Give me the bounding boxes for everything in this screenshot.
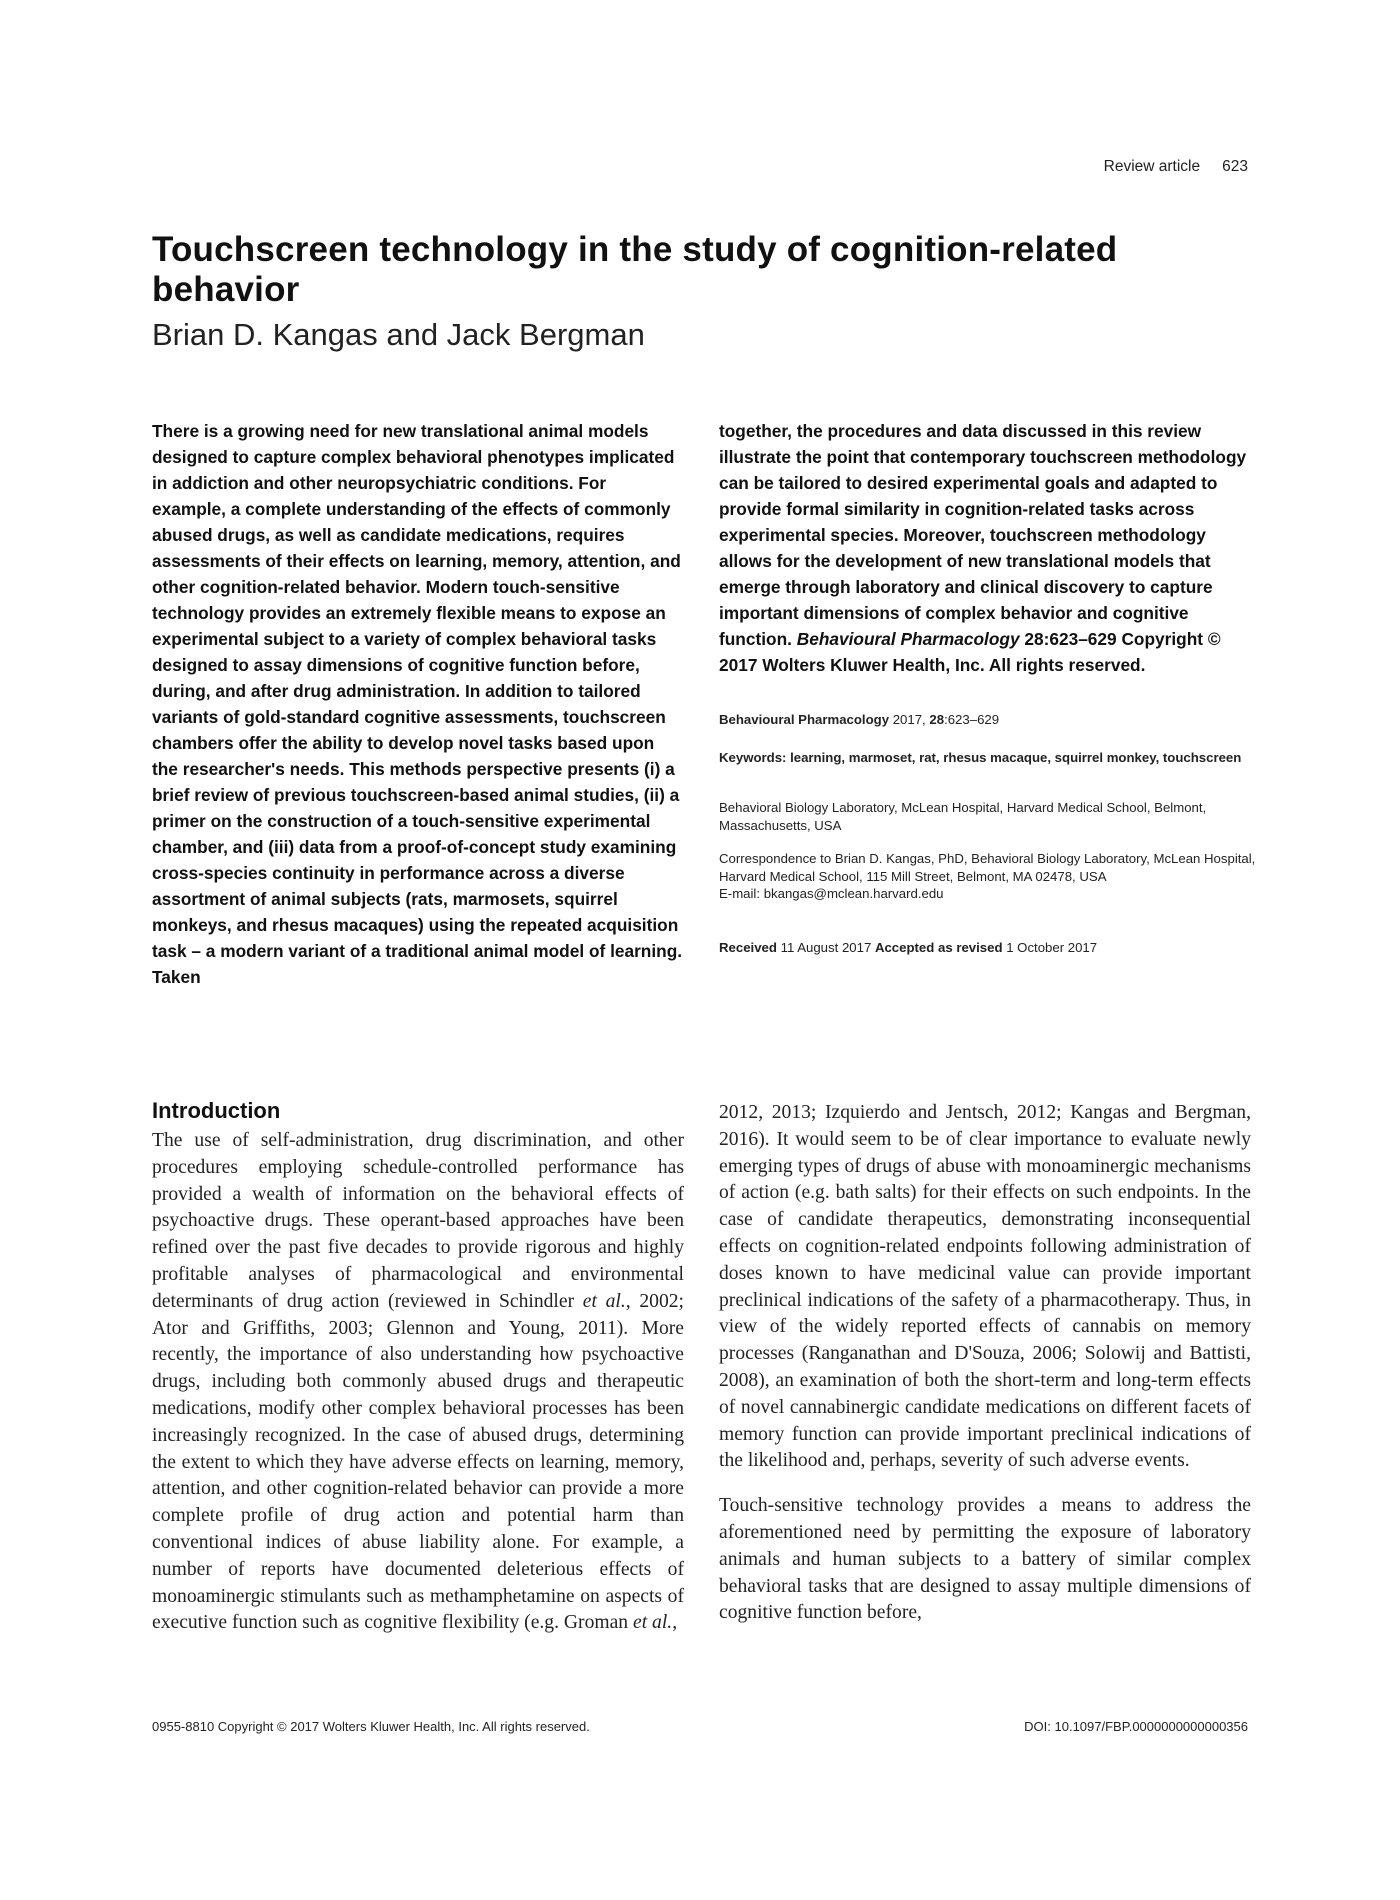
intro-paragraph-1-continued: 2012, 2013; Izquierdo and Jentsch, 2012; Kangas and Bergman, 2016). It would seem to be of clear importance to evaluate newly emerging types of drugs of abuse with monoaminergic mechanisms of action (e.g. bath salts) for their effects on such endpoints. In the case of candidate therapeutics, demonstrating inconsequential effects on cognition-related endpoints following administration of doses known to have medicinal value can provide important preclinical indications of the safety of a pharmacotherapy. Thus, in view of the widely reported effects of cannabis on memory processes (Ranganathan and D'Souza, 2006; Solowij and Battisti, 2008), an examination of both the short-term and long-term effects of novel cannabinergic candidate medications on different facets of memory function can provide important preclinical indications of the likelihood and, perhaps, severity of such adverse events. — [719, 1102, 1251, 1472]
journal-line-label: Behavioural Pharmacology — [719, 712, 890, 727]
et-al: et al. — [582, 1290, 626, 1312]
correspondence — [719, 850, 1259, 903]
copyright-footer: 0955-8810 Copyright © 2017 Wolters Kluwer Health, Inc. All rights reserved. — [152, 1719, 590, 1734]
intro-text: The use of self-administration, drug discrimination, and other procedures employing schedule-controlled performance has provided a wealth of information on the behavioral effects of psychoactive drugs. These operant-based approaches have been refined over the past five decades to provide rigorous and highly profitable analyses of pharmacological and environmental determinants of drug action (reviewed in Schindler — [152, 1130, 684, 1312]
abstract-right-column — [719, 418, 1251, 678]
body-right-column — [719, 1100, 1251, 1627]
intro-paragraph-2: Touch-sensitive technology provides a means to address the aforementioned need by permitting the exposure of laboratory animals and human subjects to a battery of similar complex behavioral tasks that are designed to assay multiple dimensions of cognitive function before, — [719, 1495, 1251, 1624]
abstract-journal-name: Behavioural Pharmacology — [796, 629, 1020, 649]
introduction-heading: Introduction — [152, 1098, 281, 1123]
running-header — [152, 158, 1248, 176]
article-authors: Brian D. Kangas and Jack Bergman — [152, 317, 645, 352]
accepted-label: Accepted as revised — [874, 940, 1003, 955]
abstract-left-column: There is a growing need for new translational animal models designed to capture complex behavioral phenotypes implicated in addiction and other neuropsychiatric conditions. For example, a complete understanding of the effects of commonly abused drugs, as well as candidate medications, requires assessments of their effects on learning, memory, attention, and other cognition-related behavior. Modern touch-sensitive technology provides an extremely flexible means to expose an experimental subject to a variety of complex behavioral tasks designed to assay dimensions of cognitive function before, during, and after drug administration. In addition to tailored variants of gold-standard cognitive assessments, touchscreen chambers offer the ability to develop novel tasks based upon the researcher's needs. This methods perspective presents (i) a brief review of previous touchscreen-based animal studies, (ii) a primer on the construction of a touch-sensitive experimental chamber, and (iii) data from a proof-of-concept study examining cross-species continuity in performance across a diverse assortment of animal subjects (rats, marmosets, squirrel monkeys, and rhesus macaques) using the repeated acquisition task – a modern variant of a traditional animal model of learning. Taken — [152, 421, 683, 987]
abstract-continued: together, the procedures and data discussed in this review illustrate the point that contemporary touchscreen methodology can be tailored to desired experimental goals and adapted to provide formal similarity in cognition-related tasks across experimental species. Moreover, touchscreen methodology allows for the development of new translational models that emerge through laboratory and clinical discovery to capture important dimensions of complex behavior and cognitive function. — [719, 421, 1247, 649]
doi-footer: DOI: 10.1097/FBP.0000000000000356 — [1024, 1719, 1248, 1734]
affiliation: Behavioral Biology Laboratory, McLean Hospital, Harvard Medical School, Belmont, Massachusetts, USA — [719, 800, 1207, 833]
correspondence-address: Correspondence to Brian D. Kangas, PhD, Behavioral Biology Laboratory, McLean Hospital, Harvard Medical School, 115 Mill Street, Belmont, MA 02478, USA — [719, 851, 1256, 884]
intro-paragraph-1 — [152, 1128, 684, 1637]
intro-text: , — [672, 1612, 678, 1634]
received-accepted-dates — [719, 939, 1259, 957]
et-al: et al. — [633, 1612, 673, 1634]
journal-line-pages: :623–629 — [944, 712, 1000, 727]
journal-line-year: 2017, — [892, 712, 926, 727]
page-number: 623 — [1222, 158, 1248, 175]
intro-text: , 2002; Ator and Griffiths, 2003; Glennon and Young, 2011). More recently, the importance of also understanding how psychoactive drugs, including both commonly abused drugs and therapeutic medications, modify other complex behavioral processes has been increasingly recognized. In the case of abused drugs, determining the extent to which they have adverse effects on learning, memory, attention, and other cognition-related behavior can provide a more complete profile of drug action and potential harm than conventional indices of abuse liability alone. For example, a number of reports have documented deleterious effects of monoaminergic stimulants such as methamphetamine on aspects of executive function such as cognitive flexibility (e.g. Groman — [152, 1290, 684, 1634]
keywords-list: learning, marmoset, rat, rhesus macaque, squirrel monkey, touchscreen — [790, 750, 1242, 765]
journal-citation-line — [719, 711, 1259, 729]
keywords — [719, 749, 1259, 767]
keywords-label: Keywords: — [719, 750, 787, 765]
article-title: Touchscreen technology in the study of cognition-related behavior — [152, 230, 1118, 310]
abstract-citation: 28:623–629 Copyright © 2017 Wolters Kluwer Health, Inc. All rights reserved. — [719, 629, 1221, 675]
body-left-column — [152, 1128, 684, 1637]
received-date: 11 August 2017 — [780, 940, 872, 955]
section-label: Review article — [1103, 158, 1201, 175]
accepted-date: 1 October 2017 — [1006, 940, 1098, 955]
journal-line-volume: 28 — [929, 712, 945, 727]
correspondence-email: E-mail: bkangas@mclean.harvard.edu — [719, 886, 944, 901]
received-label: Received — [719, 940, 777, 955]
